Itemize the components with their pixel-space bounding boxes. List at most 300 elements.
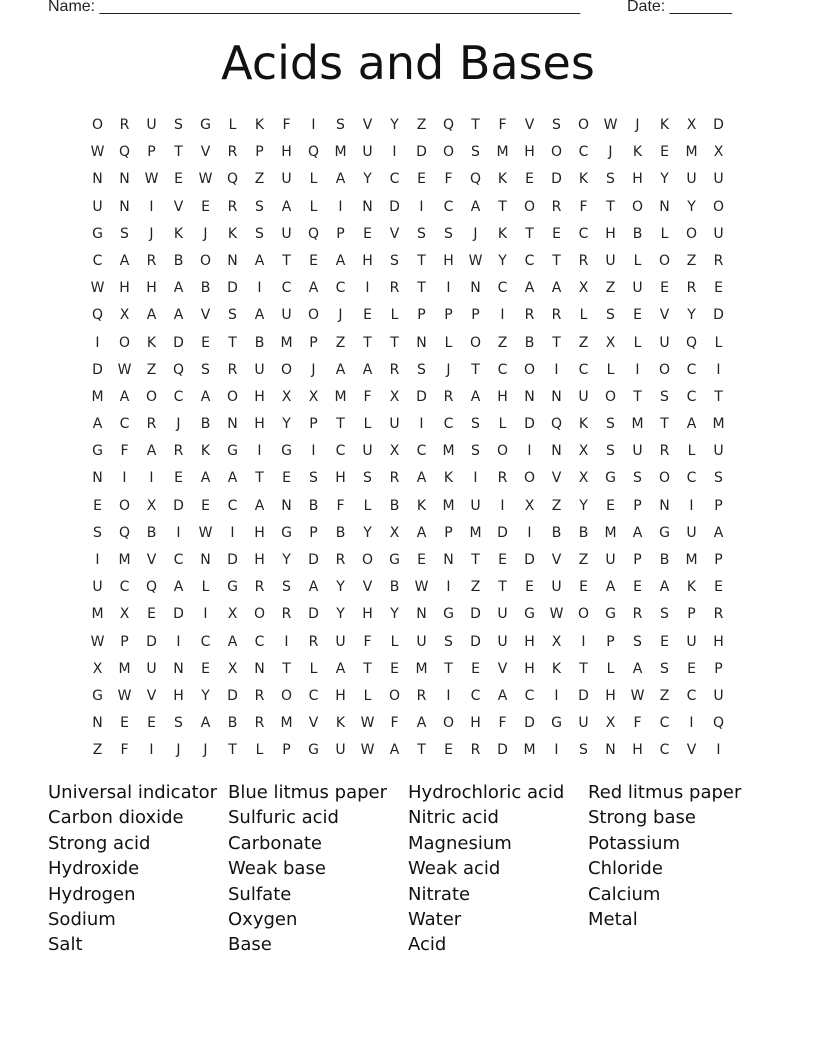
grid-row (84, 465, 732, 492)
grid-letter: L (363, 497, 372, 514)
grid-letter: A (605, 579, 616, 596)
grid-letter: L (363, 687, 372, 704)
grid-letter: B (173, 252, 184, 269)
grid-letter: F (363, 633, 372, 650)
grid-letter: D (92, 361, 103, 378)
grid-letter: L (633, 252, 642, 269)
grid-letter: Z (686, 252, 697, 269)
grid-letter: O (145, 388, 158, 405)
grid-letter: D (551, 171, 562, 188)
grid-letter: B (200, 416, 211, 433)
grid-letter: K (227, 225, 238, 242)
word-list-item: Weak base (228, 858, 326, 880)
grid-letter: G (281, 443, 292, 460)
grid-letter: Y (201, 687, 210, 704)
word-list-item: Strong acid (48, 832, 151, 854)
grid-letter: E (174, 470, 183, 487)
grid-letter: P (309, 524, 318, 541)
grid-letter: D (416, 144, 427, 161)
grid-letter: E (201, 497, 210, 514)
grid-letter: K (686, 579, 697, 596)
grid-letter: U (362, 443, 373, 460)
grid-letter: E (525, 579, 534, 596)
grid-letter: I (473, 470, 478, 487)
grid-letter: U (632, 443, 643, 460)
grid-letter: K (335, 715, 346, 732)
grid-letter: W (360, 742, 375, 759)
grid-letter: X (605, 715, 616, 732)
grid-letter: P (687, 606, 696, 623)
grid-letter: I (716, 742, 721, 759)
grid-letter: G (443, 606, 454, 623)
word-list-item: Carbon dioxide (48, 807, 184, 829)
grid-letter: U (605, 252, 616, 269)
grid-letter: A (659, 579, 670, 596)
grid-letter: A (470, 388, 481, 405)
grid-letter: O (604, 388, 617, 405)
grid-letter: R (686, 280, 697, 297)
grid-letter: Z (335, 334, 346, 351)
grid-letter: I (311, 117, 316, 133)
grid-letter: H (605, 225, 616, 242)
grid-letter: E (201, 660, 210, 677)
grid-letter: D (713, 117, 724, 133)
grid-letter: V (308, 715, 319, 732)
grid-letter: X (389, 443, 400, 460)
grid-letter: U (713, 225, 724, 242)
grid-letter: P (633, 552, 642, 568)
grid-letter: P (444, 307, 453, 324)
grid-letter: I (527, 443, 532, 460)
grid-letter: U (92, 198, 103, 215)
grid-letter: A (416, 470, 427, 487)
grid-letter: P (255, 144, 264, 161)
grid-letter: A (281, 198, 292, 215)
grid-letter: W (414, 579, 429, 596)
grid-letter: Q (307, 144, 320, 161)
grid-letter: P (471, 307, 480, 324)
grid-letter: A (200, 470, 211, 487)
grid-letter: A (227, 470, 238, 487)
grid-letter: B (335, 524, 346, 541)
grid-letter: T (336, 416, 345, 433)
grid-letter: H (254, 552, 265, 568)
grid-letter: D (578, 687, 589, 704)
grid-letter: F (498, 715, 507, 732)
grid-row (84, 357, 732, 384)
grid-letter: S (120, 225, 129, 242)
grid-letter: E (471, 660, 480, 677)
grid-letter: S (363, 470, 372, 487)
grid-letter: H (632, 171, 643, 188)
grid-letter: P (444, 524, 453, 541)
grid-row (84, 547, 732, 574)
grid-letter: R (578, 252, 589, 269)
grid-letter: D (146, 633, 157, 650)
grid-letter: Q (145, 579, 158, 596)
grid-letter: A (389, 742, 400, 759)
grid-letter: A (308, 280, 319, 297)
grid-letter: L (606, 361, 615, 378)
grid-letter: J (311, 361, 316, 378)
grid-letter: H (281, 144, 292, 161)
grid-letter: S (444, 633, 453, 650)
grid-row (84, 737, 732, 764)
grid-letter: I (176, 633, 181, 650)
grid-letter: H (632, 742, 643, 759)
grid-letter: U (578, 388, 589, 405)
grid-row (84, 302, 732, 329)
grid-letter: R (173, 443, 184, 460)
grid-letter: R (659, 443, 670, 460)
grid-row (84, 166, 732, 193)
grid-letter: Y (336, 579, 345, 596)
grid-letter: T (471, 552, 480, 568)
grid-letter: N (119, 171, 130, 188)
grid-row (84, 601, 732, 628)
grid-letter: W (468, 252, 483, 269)
grid-letter: Q (685, 334, 698, 351)
grid-letter: W (198, 524, 213, 541)
grid-letter: D (524, 715, 535, 732)
grid-letter: E (390, 660, 399, 677)
grid-letter: C (443, 198, 454, 215)
grid-letter: J (176, 742, 181, 759)
grid-letter: T (633, 388, 642, 405)
grid-letter: E (633, 579, 642, 596)
grid-letter: K (443, 470, 454, 487)
grid-letter: G (281, 524, 292, 541)
grid-letter: K (200, 443, 211, 460)
grid-letter: A (524, 280, 535, 297)
grid-letter: Q (469, 171, 482, 188)
grid-letter: Y (363, 171, 372, 188)
grid-row (84, 710, 732, 737)
grid-letter: Q (712, 715, 725, 732)
grid-letter: M (685, 144, 698, 161)
grid-letter: X (227, 660, 238, 677)
grid-row (84, 221, 732, 248)
grid-letter: E (660, 280, 669, 297)
grid-letter: X (605, 334, 616, 351)
grid-letter: H (173, 687, 184, 704)
grid-letter: F (120, 443, 129, 460)
grid-letter: M (469, 524, 482, 541)
grid-letter: Y (687, 307, 696, 324)
grid-letter: O (523, 361, 536, 378)
grid-letter: E (120, 715, 129, 732)
grid-letter: R (389, 361, 400, 378)
grid-letter: H (470, 715, 481, 732)
grid-letter: V (551, 552, 562, 568)
grid-letter: T (417, 280, 426, 297)
grid-letter: C (686, 687, 697, 704)
grid-letter: R (119, 117, 130, 133)
worksheet-header (48, 0, 748, 20)
grid-letter: A (119, 252, 130, 269)
grid-letter: C (524, 252, 535, 269)
grid-letter: L (309, 660, 318, 677)
grid-letter: P (309, 416, 318, 433)
grid-letter: L (498, 416, 507, 433)
grid-letter: H (254, 388, 265, 405)
grid-row (84, 112, 732, 139)
grid-letter: O (361, 552, 374, 568)
grid-letter: L (660, 225, 669, 242)
grid-row (84, 438, 732, 465)
page-title: Acids and Bases (221, 36, 595, 90)
grid-letter: T (714, 388, 723, 405)
grid-letter: E (633, 307, 642, 324)
grid-letter: L (255, 742, 264, 759)
word-list-item: Oxygen (228, 908, 298, 930)
grid-letter: S (255, 225, 264, 242)
grid-letter: J (608, 144, 613, 161)
grid-letter: U (578, 715, 589, 732)
grid-letter: B (632, 225, 643, 242)
grid-letter: J (446, 361, 451, 378)
grid-letter: R (713, 252, 724, 269)
grid-letter: O (442, 715, 455, 732)
grid-letter: O (118, 497, 131, 514)
grid-letter: L (201, 579, 210, 596)
grid-letter: I (419, 416, 424, 433)
grid-letter: Q (118, 144, 131, 161)
grid-letter: O (658, 361, 671, 378)
grid-letter: B (389, 497, 400, 514)
grid-letter: P (417, 307, 426, 324)
grid-letter: U (497, 606, 508, 623)
grid-letter: B (551, 524, 562, 541)
grid-letter: D (227, 552, 238, 568)
grid-letter: C (659, 742, 670, 759)
grid-letter: E (93, 497, 102, 514)
grid-letter: G (605, 470, 616, 487)
grid-letter: I (392, 144, 397, 161)
grid-row (84, 683, 732, 710)
grid-letter: U (632, 280, 643, 297)
grid-letter: R (524, 307, 535, 324)
grid-letter: X (389, 524, 400, 541)
grid-letter: S (633, 470, 642, 487)
grid-letter: C (119, 579, 130, 596)
grid-letter: A (254, 497, 265, 514)
grid-letter: Z (254, 171, 265, 188)
grid-letter: V (200, 307, 211, 324)
grid-letter: I (689, 715, 694, 732)
word-list-item (588, 932, 768, 957)
grid-letter: L (714, 334, 723, 351)
grid-letter: W (144, 171, 159, 188)
word-list-item: Sulfate (228, 883, 292, 905)
grid-letter: C (227, 497, 238, 514)
grid-letter: S (228, 307, 237, 324)
grid-letter: E (417, 171, 426, 188)
grid-letter: Z (578, 552, 589, 568)
grid-letter: P (336, 225, 345, 242)
grid-letter: C (686, 388, 697, 405)
grid-row (84, 139, 732, 166)
grid-letter: M (280, 334, 293, 351)
grid-letter: R (551, 198, 562, 215)
grid-letter: X (281, 388, 292, 405)
word-list-item: Red litmus paper (588, 782, 742, 803)
grid-letter: A (146, 443, 157, 460)
grid-letter: L (687, 443, 696, 460)
grid-letter: N (92, 171, 103, 188)
grid-letter: S (174, 715, 183, 732)
word-list-item: Acid (408, 934, 447, 956)
grid-letter: G (92, 687, 103, 704)
grid-letter: H (497, 388, 508, 405)
grid-letter: S (606, 171, 615, 188)
grid-letter: S (471, 443, 480, 460)
grid-letter: O (631, 198, 644, 215)
grid-letter: A (119, 388, 130, 405)
grid-letter: P (309, 334, 318, 351)
grid-letter: I (689, 497, 694, 514)
grid-letter: V (173, 198, 184, 215)
grid-letter: V (362, 579, 373, 596)
grid-letter: B (308, 497, 319, 514)
grid-letter: T (471, 361, 480, 378)
grid-letter: O (199, 252, 212, 269)
grid-letter: E (201, 334, 210, 351)
grid-letter: K (659, 117, 670, 133)
grid-letter: S (633, 633, 642, 650)
grid-letter: B (200, 280, 211, 297)
grid-letter: R (551, 307, 562, 324)
grid-letter: L (390, 633, 399, 650)
grid-letter: L (309, 171, 318, 188)
grid-letter: D (308, 606, 319, 623)
grid-letter: G (551, 715, 562, 732)
grid-letter: G (659, 524, 670, 541)
grid-letter: I (446, 280, 451, 297)
grid-letter: U (551, 579, 562, 596)
grid-letter: O (712, 198, 725, 215)
grid-letter: N (443, 552, 454, 568)
grid-letter: E (363, 307, 372, 324)
grid-letter: Y (363, 524, 372, 541)
grid-row (84, 574, 732, 601)
grid-letter: C (524, 687, 535, 704)
grid-letter: H (524, 633, 535, 650)
grid-letter: W (549, 606, 564, 623)
grid-letter: V (389, 225, 400, 242)
grid-letter: I (365, 280, 370, 297)
grid-letter: B (254, 334, 265, 351)
grid-letter: I (203, 606, 208, 623)
grid-letter: L (309, 198, 318, 215)
grid-letter: T (228, 742, 237, 759)
grid-letter: A (308, 579, 319, 596)
grid-letter: U (254, 361, 265, 378)
grid-letter: M (91, 388, 104, 405)
grid-row (84, 384, 732, 411)
grid-letter: T (282, 660, 291, 677)
grid-letter: U (497, 633, 508, 650)
grid-letter: N (119, 198, 130, 215)
grid-letter: X (227, 606, 238, 623)
grid-letter: Y (660, 171, 669, 188)
grid-letter: S (444, 225, 453, 242)
grid-letter: J (473, 225, 478, 242)
grid-letter: O (442, 144, 455, 161)
grid-letter: C (578, 225, 589, 242)
grid-letter: Q (91, 307, 104, 324)
grid-letter: P (606, 633, 615, 650)
grid-letter: T (525, 225, 534, 242)
grid-letter: X (119, 307, 130, 324)
grid-letter: N (659, 497, 670, 514)
grid-letter: P (282, 742, 291, 759)
grid-letter: B (524, 334, 535, 351)
grid-letter: U (686, 524, 697, 541)
grid-letter: S (660, 606, 669, 623)
grid-letter: T (471, 117, 480, 133)
grid-letter: L (606, 660, 615, 677)
grid-letter: A (173, 280, 184, 297)
grid-letter: C (173, 552, 184, 568)
grid-letter: O (577, 117, 590, 133)
grid-letter: T (579, 660, 588, 677)
grid-letter: U (146, 660, 157, 677)
grid-letter: J (635, 117, 640, 133)
grid-letter: A (551, 280, 562, 297)
grid-letter: M (685, 552, 698, 568)
grid-letter: M (496, 144, 509, 161)
grid-letter: N (92, 715, 103, 732)
grid-letter: K (632, 144, 643, 161)
grid-letter: S (336, 117, 345, 133)
grid-letter: R (146, 416, 157, 433)
grid-letter: R (389, 280, 400, 297)
grid-letter: H (254, 416, 265, 433)
grid-letter: R (335, 552, 346, 568)
grid-letter: O (577, 606, 590, 623)
grid-letter: I (500, 497, 505, 514)
grid-letter: T (552, 252, 561, 269)
grid-letter: T (444, 660, 453, 677)
grid-row (84, 411, 732, 438)
grid-letter: Y (687, 198, 696, 215)
grid-letter: L (579, 307, 588, 324)
word-list-item: Blue litmus paper (228, 782, 388, 803)
grid-letter: C (578, 144, 589, 161)
grid-letter: M (442, 497, 455, 514)
grid-letter: U (713, 171, 724, 188)
grid-letter: I (284, 633, 289, 650)
grid-letter: O (469, 334, 482, 351)
grid-letter: J (203, 225, 208, 242)
grid-letter: O (118, 334, 131, 351)
grid-letter: C (119, 416, 130, 433)
grid-letter: X (524, 497, 535, 514)
grid-letter: S (93, 524, 102, 541)
grid-letter: P (633, 497, 642, 514)
grid-letter: M (604, 524, 617, 541)
grid-letter: P (714, 660, 723, 677)
grid-letter: R (713, 606, 724, 623)
grid-letter: I (149, 470, 154, 487)
grid-letter: X (308, 388, 319, 405)
grid-letter: Z (497, 334, 508, 351)
grid-letter: G (524, 606, 535, 623)
grid-letter: C (335, 443, 346, 460)
grid-letter: S (552, 117, 561, 133)
grid-row (84, 656, 732, 683)
